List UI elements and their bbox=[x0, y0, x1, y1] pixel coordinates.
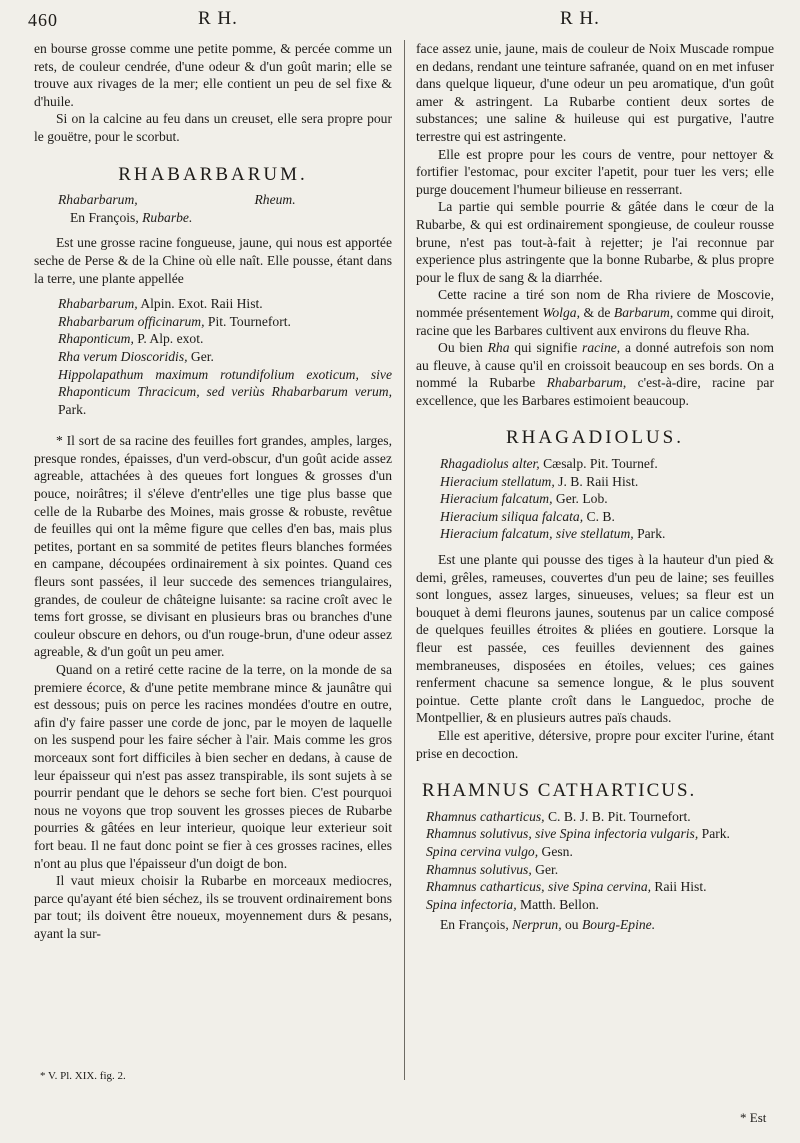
paragraph: La partie qui semble pourrie & gâtée dans le cœur de la Rubarbe, & qui est ordinairement spongieuse, de couleur rousse brune, n'est pas tout-à-fait à rejetter; je l'ai reconnue par experience plus astringente que la bonne Rubarbe, & plus propre pour le flux de sang & la diarrhée. bbox=[416, 199, 774, 285]
synonym-item: Hieracium stellatum, J. B. Raii Hist. bbox=[440, 473, 639, 489]
paragraph: Elle est propre pour les cours de ventre, pour nettoyer & fortifier l'estomac, pour exciter l'apetit, pour tuer les vers; elle purge doucement l'humeur bilieuse en resserrant. bbox=[416, 146, 774, 197]
paragraph: Quand on a retiré cette racine de la terre, on la monde de sa premiere écorce, & d'une petite membrane mince & jaunâtre qui est dessous; puis on perce les racines mondées d'outre en outre, afin d'y faire passer une corde de jonc, par le moyen de laquelle on les suspend pour les faire sécher à l'air. Mais comme les gros morceaux sont fort difficiles à bien secher en dedans, à cause de leur épaisseur qui n'est pas assez transpirable, ils sont sujets à se pourrir pendant que le dehors se seche fort bien. C'est pourquoi nous ne voyons que trop souvent les grosses pieces de Rubarbe pourries & gâtées en leur interieur, quoique leur exterieur soit fort beau. Il ne faut donc point se fier à ces grosses racines, elles n'ont au plus que l'épaisseur d'un doigt de bon. bbox=[34, 662, 392, 871]
paragraph: Elle est aperitive, détersive, propre pour exciter l'urine, étant prise en decoction. bbox=[416, 727, 774, 761]
synonym-item: Rhaponticum, P. Alp. exot. bbox=[58, 331, 204, 347]
synonym-line bbox=[34, 191, 392, 209]
paragraph: Cette racine a tiré son nom de Rha riviere de Moscovie, nommée présentement Wolga, & de Barbarum, comme qui diroit, racine que les Barbares cultivent aux environs du fleuve Rha. bbox=[416, 287, 774, 338]
page-header bbox=[0, 6, 800, 34]
footnote: * V. Pl. XIX. fig. 2. bbox=[40, 1070, 126, 1082]
entry-title-rhagadiolus: RHAGADIOLUS. bbox=[506, 427, 684, 449]
paragraph: Il vaut mieux choisir la Rubarbe en morceaux mediocres, parce qu'ayant été bien séchez, ils se trouvent ordinairement bons par tout; ils doivent être noueux, moyennement durs & pesans, ayant la sur- bbox=[34, 873, 392, 941]
synonym-item: Hieracium falcatum, sive stellatum, Park. bbox=[440, 526, 666, 542]
synonym-item: Rhamnus solutivus, Ger. bbox=[426, 861, 559, 877]
synonym-list bbox=[416, 455, 774, 543]
synonym-item: Spina cervina vulgo, Gesn. bbox=[426, 843, 573, 859]
latin-name: Rheum. bbox=[254, 192, 296, 208]
synonym-item: Rhabarbarum officinarum, Pit. Tournefort. bbox=[58, 313, 291, 329]
french-name-line: En François, Nerprun, ou Bourg-Epine. bbox=[440, 917, 656, 933]
french-label: En François, bbox=[70, 209, 139, 225]
running-head-left: R H. bbox=[198, 8, 238, 29]
paragraph: en bourse grosse comme une petite pomme, & percée comme un rets, de couleur cendrée, d'une odeur & d'un goût marin; elle se trouve aux rivages de la mer; elle contient un peu de sel fixe & d'huile. bbox=[34, 41, 392, 109]
entry-title-rhabarbarum: RHABARBARUM. bbox=[118, 163, 308, 185]
paragraph: Ou bien Rha qui signifie racine, a donné autrefois son nom au fleuve, à cause qu'il en croissoit beaucoup en ses bords. On a nommé la Rubarbe Rhabarbarum, c'est-à-dire, racine par excellence, que les Barbares estimoient beaucoup. bbox=[416, 340, 774, 408]
synonym-item: Rhagadiolus alter, Cæsalp. Pit. Tournef. bbox=[440, 456, 658, 472]
entry-title-rhamnus: RHAMNUS CATHARTICUS. bbox=[422, 780, 697, 802]
catchword: * Est bbox=[740, 1110, 767, 1125]
synonym-item: Rhamnus solutivus, sive Spina infectoria vulgaris, Park. bbox=[426, 826, 730, 842]
column-divider bbox=[404, 40, 405, 1080]
synonym-item: Rhabarbarum, Alpin. Exot. Raii Hist. bbox=[58, 296, 263, 312]
synonym-list bbox=[34, 295, 392, 418]
synonym-item: Hieracium siliqua falcata, C. B. bbox=[440, 508, 615, 524]
synonym-item: Hieracium falcatum, Ger. Lob. bbox=[440, 491, 608, 507]
synonym-item: Rhamnus catharticus, sive Spina cervina, Raii Hist. bbox=[426, 879, 707, 895]
page-number: 460 bbox=[28, 10, 58, 30]
paragraph: Est une grosse racine fongueuse, jaune, qui nous est apportée seche de Perse & de la Chine où elle naît. Elle pousse, étant dans la terre, une plante appellée bbox=[34, 235, 392, 286]
latin-name: Rhabarbarum, bbox=[58, 192, 138, 208]
synonym-list bbox=[416, 808, 774, 914]
synonym-item: Spina infectoria, Matth. Bellon. bbox=[426, 896, 599, 912]
right-column bbox=[416, 40, 774, 934]
synonym-item: Rhamnus catharticus, C. B. J. B. Pit. Tournefort. bbox=[426, 808, 691, 824]
french-name-line bbox=[34, 209, 392, 227]
paragraph: * Il sort de sa racine des feuilles fort grandes, amples, larges, presque rondes, épaisses, d'un verd-obscur, d'un goût acide assez agreable, attachées à des queues fort longues & grosses d'un pouce, noirâtres; il s'éleve d'entr'elles une tige plus basse que celle de la Rubarbe des Moines, mais grosse & robuste, revêtue de feuilles qui ont la même figure que celles d'en bas, mais plus petites, portant en sa sommité de petites fleurs blanches formées en campane, découpées ordinairement à six pointes. Quand ces fleurs sont passées, il leur succede des semences triangulaires, grandes, de couleur de châteigne luisante: sa racine croît avec le tems fort grosse, se divisant en plusieurs bras ou branches d'une couleur obscure en dehors, ou d'un rouge-brun, d'une odeur assez agreable, & d'un goût un peu amer. bbox=[34, 433, 392, 660]
paragraph: Est une plante qui pousse des tiges à la hauteur d'un pied & demi, grêles, rameuses, couvertes d'un peu de laine; ses feuilles sont longues, assez larges, sinueuses, velues; sa fleur est un bouquet à demi fleurons jaunes, soutenus par un calice composé de quelques feuilles étroites & pliées en goutiere. Lorsque la fleur est passée, ces feuilles deviennent des gaines membraneuses, disposées en étoiles, velues; ces gaines renferment chacune sa semence longue, & le plus souvent pointue. Cette plante croît dans le Languedoc, proche de Montpellier, & en plusieurs autres païs chauds. bbox=[416, 552, 774, 726]
paragraph: face assez unie, jaune, mais de couleur de Noix Muscade rompue en dedans, rendant une teinture safranée, quand on en met infuser dans quelque liqueur, d'une odeur un peu aromatique, d'un goût amer & astringent. La Rubarbe contient deux sortes de substances; une saline & huileuse qui est purgative, l'autre terrestre qui est astringente. bbox=[416, 41, 774, 144]
paragraph: Si on la calcine au feu dans un creuset, elle sera propre pour le gouëtre, pour le scorbut. bbox=[34, 111, 392, 144]
synonym-item: Rha verum Dioscoridis, Ger. bbox=[58, 348, 214, 364]
left-column bbox=[34, 40, 392, 943]
french-name: Rubarbe. bbox=[142, 209, 193, 225]
synonym-item: Hippolapathum maximum rotundifolium exoticum, sive Rhaponticum Thracicum, sed veriùs Rhabarbarum verum, Park. bbox=[58, 366, 392, 417]
running-head-right: R H. bbox=[560, 8, 600, 29]
